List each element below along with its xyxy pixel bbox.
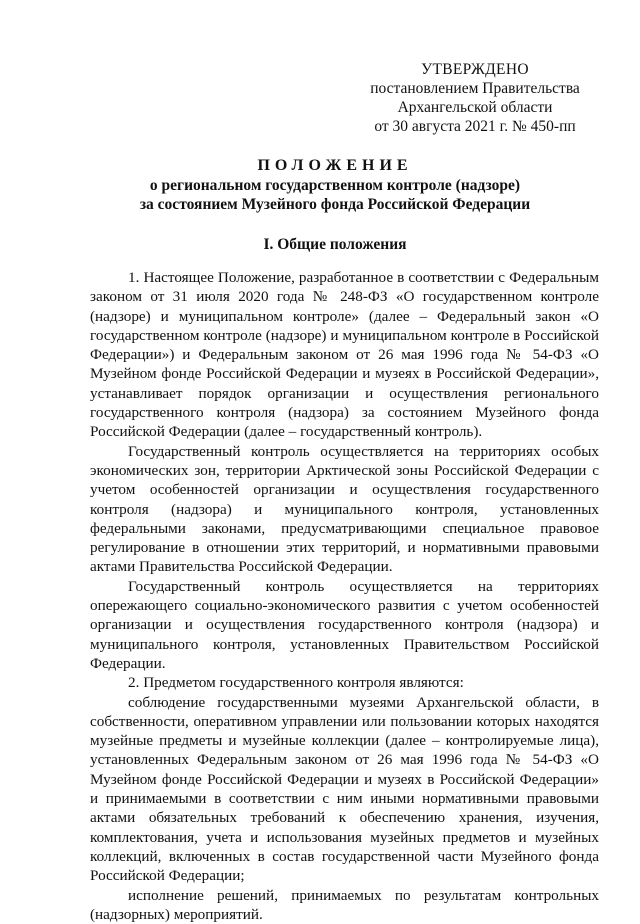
document-subtitle-line2: за состоянием Музейного фонда Российской Федерации [80,195,590,215]
document-subtitle-line1: о региональном государственном контроле (надзоре) [80,176,590,196]
paragraph-6: исполнение решений, принимаемых по результатам контрольных (надзорных) мероприятий. [90,886,599,924]
approval-line-region: Архангельской области [360,98,590,117]
paragraph-2: Государственный контроль осуществляется на территориях особых экономических зон, территории Арктической зоны Российской Федерации с учетом особенностей организации и осуществления государственного контроля (надзора) и муниципального контроля, установленных федеральными законами, предусматривающими специальное правовое регулирование в отношении этих территорий, и нормативными правовыми актами Правительства Российской Федерации. [90,442,599,577]
paragraph-1: 1. Настоящее Положение, разработанное в соответствии с Федеральным законом от 31 июля 2020 года № 248-ФЗ «О государственном контроле (надзоре) и муниципальном контроле» (далее – Федеральный закон «О государственном контроле (надзоре) и муниципальном контроле в Российской Федерации») и Федеральным законом от 26 мая 1996 года № 54-ФЗ «О Музейном фонде Российской Федерации и музеях в Российской Федерации», устанавливает порядок организации и осуществления регионального государственного контроля (надзора) за состоянием Музейного фонда Российской Федерации (далее – государственный контроль). [90,268,599,442]
approval-stamp [360,60,590,136]
approval-line-date: от 30 августа 2021 г. № 450-пп [360,117,590,136]
document-title: ПОЛОЖЕНИЕ [80,156,590,176]
paragraph-5: соблюдение государственными музеями Архангельской области, в собственности, оперативном управлении или пользовании которых находятся музейные предметы и музейные коллекции (далее – контролируемые лица), установленных Федеральным законом от 26 мая 1996 года № 54-ФЗ «О Музейном фонде Российской Федерации и музеях в Российской Федерации» и принимаемыми в соответствии с ним иными нормативными правовыми актами обязательных требований к обеспечению хранения, изучения, комплектования, учета и использования музейных предметов и музейных коллекций, включенных в состав государственной части Музейного фонда Российской Федерации; [90,693,599,886]
approval-line-resolution: постановлением Правительства [360,79,590,98]
document-title-block [80,156,590,215]
section-heading: I. Общие положения [80,235,590,254]
approval-heading: УТВЕРЖДЕНО [360,60,590,79]
paragraph-3: Государственный контроль осуществляется на территориях опережающего социально-экономического развития с учетом особенностей организации и осуществления государственного контроля (надзора) и муниципального контроля, установленных Правительством Российской Федерации. [90,577,599,673]
document-body [90,268,599,924]
paragraph-4: 2. Предметом государственного контроля являются: [90,673,599,692]
